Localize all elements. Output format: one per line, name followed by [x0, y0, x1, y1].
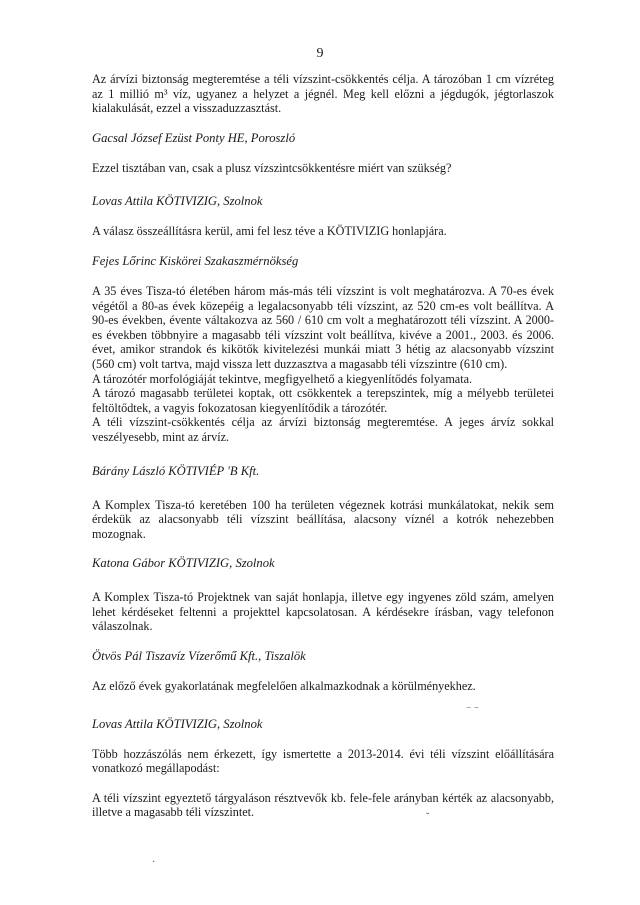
document-body [92, 72, 554, 820]
paragraph: A válasz összeállításra kerül, ami fel lesz téve a KÖTIVIZIG honlapjára. [92, 224, 447, 239]
paragraph: A Komplex Tisza-tó Projektnek van saját honlapja, illetve egy ingyenes zöld szám, amelyen lehet kérdéseket feltenni a projekttel kapcsolatosan. A kérdésekre írásban, vagy telefonon válaszolnak. [92, 590, 554, 634]
paragraph: Az árvízi biztonság megteremtése a téli vízszint-csökkentés célja. A tározóban 1 cm vízréteg az 1 millió m³ víz, ugyanez a helyzet a jégnél. Meg kell előzni a jégdugók, jégtorlaszok kialakulását, ezzel a visszaduzzasztást. [92, 72, 554, 116]
paragraph: A Komplex Tisza-tó keretében 100 ha területen végeznek kotrási munkálatokat, nekik sem érdekük az alacsonyabb téli vízszint beállítása, alacsony víznél a kotrók nehezebben mozognak. [92, 497, 554, 541]
speaker-name: Lovas Attila KÖTIVIZIG, Szolnok [92, 194, 263, 209]
speaker-name: Katona Gábor KÖTIVIZIG, Szolnok [92, 556, 275, 571]
paragraph: A tározótér morfológiáját tekintve, megfigyelhető a kiegyenlítődés folyamata. [92, 371, 473, 386]
paragraph: A tározó magasabb területei koptak, ott csökkentek a terepszintek, míg a mélyebb területei feltöltődtek, a vagyis fokozatosan kiegyenlítődik a tározótér. [92, 386, 554, 415]
paragraph: A 35 éves Tisza-tó életében három más-más téli vízszint is volt meghatározva. A 70-es évek végétől a 80-as évek közepéig a legalacsonyabb téli vízszint, az 520 cm-es volt beállítva. A 90-es években, évente váltakozva az 560 / 610 cm volt a meghatározott téli vízszint. A 2000-es években többnyire a magasabb téli vízszint volt beállítva, kivéve a 2001., 2003. és 2006. évet, amikor strandok és kikötők kivitelezési munkái miatt 3 hétig az alacsonyabb vízszint (560 cm) volt tartva, majd vissza lett duzzasztva a magasabb téli vízszintre (610 cm). [92, 283, 554, 371]
stray-mark: ⁻ ⁻ [466, 705, 480, 716]
paragraph: A téli vízszint-csökkentés célja az árvízi biztonság megteremtése. A jeges árvíz sokkal veszélyesebb, mint az árvíz. [92, 415, 554, 444]
paragraph: Több hozzászólás nem érkezett, így ismertette a 2013-2014. évi téli vízszint előállítására vonatkozó megállapodást: [92, 746, 554, 776]
paragraph: Az előző évek gyakorlatának megfelelően alkalmazkodnak a körülményekhez. [92, 679, 476, 694]
speaker-name: Lovas Attila KÖTIVIZIG, Szolnok [92, 716, 263, 731]
page-number: 9 [316, 46, 324, 61]
stray-mark: · [152, 857, 156, 868]
paragraph: A téli vízszint egyeztető tárgyaláson résztvevők kb. fele-fele arányban kérték az alacsonyabb, illetve a magasabb téli vízszintet. [92, 790, 554, 820]
stray-mark: ˘ [426, 812, 430, 823]
speaker-name: Fejes Lőrinc Kiskörei Szakaszmérnökség [92, 253, 299, 268]
speaker-name: Bárány László KÖTIVIÉP 'B Kft. [92, 463, 260, 478]
speaker-name: Ötvös Pál Tiszavíz Vízerőmű Kft., Tiszalök [92, 649, 306, 664]
speaker-name: Gacsal József Ezüst Ponty HE, Poroszló [92, 130, 296, 145]
paragraph: Ezzel tisztában van, csak a plusz vízszintcsökkentésre miért van szükség? [92, 160, 452, 175]
